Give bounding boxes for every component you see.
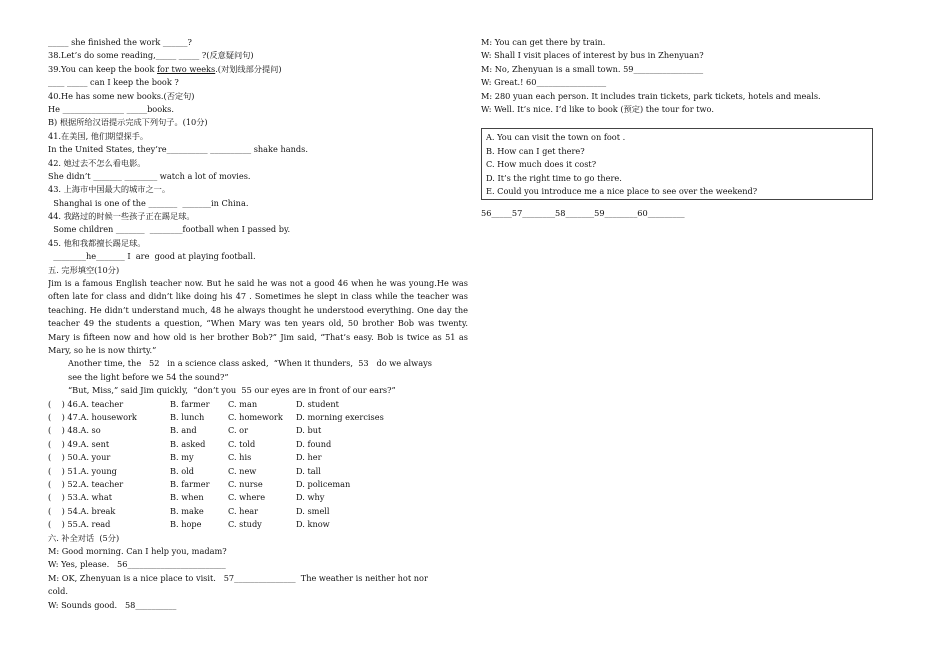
exercise-line: ________he_______ I are good at playing football. (48, 251, 256, 262)
exercise-line: Some children _______ ________football when I passed by. (48, 224, 291, 235)
choice-option: C. or (228, 425, 249, 436)
dialog-line: M: No, Zhenyuan is a small town. 59_________________ (481, 63, 704, 74)
dialog-line: W: Great.! 60_________________ (481, 77, 607, 88)
choice-option: D. tall (296, 465, 321, 476)
choice-option: C. man (228, 398, 258, 409)
exercise-line: She didn’t _______ ________ watch a lot of movies. (48, 170, 251, 181)
choice-row (48, 438, 468, 451)
choice-option: ( ) 53.A. what (48, 492, 112, 503)
exercise-line: 43. 上海市中国最大的城市之一。 (48, 184, 171, 195)
dialog-line: M: Good morning. Can I help you, madam? (48, 545, 227, 556)
cloze-passage-continued (48, 357, 468, 397)
left-column (48, 36, 468, 612)
choice-option: ( ) 55.A. read (48, 519, 111, 530)
dialog-right (481, 36, 876, 116)
choice-option: C. study (228, 519, 262, 530)
passage-line: see the light before we 54 the sound?” (68, 371, 229, 382)
exercise-line: ____ _____ can I keep the book ? (48, 77, 179, 88)
choice-option: C. hear (228, 505, 259, 516)
choice-option: ( ) 46.A. teacher (48, 398, 124, 409)
choice-option: D. know (296, 519, 330, 530)
dialog-section-title: 六. 补全对话 (5分) (48, 532, 120, 543)
choice-option: B. farmer (170, 398, 210, 409)
choice-option: C. told (228, 438, 256, 449)
choice-row (48, 491, 468, 504)
choice-option: D. smell (296, 505, 330, 516)
options-box (481, 128, 873, 200)
choice-row (48, 398, 468, 411)
dialog-left (48, 545, 468, 612)
exercise-line: 40.He has some new books.(否定句) (48, 90, 195, 101)
choice-row (48, 465, 468, 478)
choice-row (48, 451, 468, 464)
choice-option: ( ) 54.A. break (48, 505, 116, 516)
dialog-line: W: Sounds good. 58__________ (48, 599, 177, 610)
dialog-line: W: Well. It’s nice. I’d like to book (预定) the tour for two. (481, 103, 714, 114)
choice-option: D. why (296, 492, 325, 503)
choice-option: ( ) 51.A. young (48, 465, 117, 476)
option-line: B. How can I get there? (486, 145, 585, 156)
cloze-choices (48, 398, 468, 532)
exercise-line: 45. 他和我都擅长踢足球。 (48, 237, 146, 248)
option-line: A. You can visit the town on foot . (486, 132, 626, 143)
exercise-line: He _______________ _____books. (48, 103, 174, 114)
exercise-line: 五. 完形填空(10分) (48, 264, 120, 275)
option-line: E. Could you introduce me a nice place to see over the weekend? (486, 185, 758, 196)
choice-option: ( ) 52.A. teacher (48, 478, 124, 489)
exercise-line: Shanghai is one of the _______ _______in China. (48, 197, 249, 208)
choice-option: B. farmer (170, 478, 210, 489)
exercise-line: 42. 她过去不怎么看电影。 (48, 157, 146, 168)
exercise-line: In the United States, they’re__________ __________ shake hands. (48, 144, 308, 155)
dialog-line: W: Yes, please. 56________________________ (48, 559, 226, 570)
choice-option: D. but (296, 425, 322, 436)
choice-option: C. new (228, 465, 257, 476)
passage-line: “But, Miss,” said Jim quickly, “don’t you 55 our eyes are in front of our ears?” (68, 385, 396, 396)
exercise-line: B) 根据所给汉语提示完成下列句子。(10分) (48, 117, 208, 128)
exercise-line: 38.Let’s do some reading,_____ _____ ?(反意疑问句) (48, 50, 254, 61)
exercise-line: 44. 我路过的时候一些孩子正在踢足球。 (48, 211, 195, 222)
choice-option: D. found (296, 438, 332, 449)
choice-option: B. and (170, 425, 197, 436)
choice-option: B. hope (170, 519, 202, 530)
exercise-line: _____ she finished the work ______? (48, 37, 192, 47)
choice-row (48, 424, 468, 437)
option-line: D. It’s the right time to go there. (486, 172, 622, 183)
choice-option: D. morning exercises (296, 412, 384, 423)
choice-option: ( ) 49.A. sent (48, 438, 110, 449)
choice-option: ( ) 48.A. so (48, 425, 101, 436)
right-column (481, 36, 876, 221)
choice-option: C. homework (228, 412, 283, 423)
option-line: C. How much does it cost? (486, 159, 597, 170)
choice-row (48, 505, 468, 518)
passage-line: Another time, the 52 in a science class asked, “When it thunders, 53 do we always (68, 358, 432, 369)
choice-row (48, 518, 468, 531)
choice-option: B. make (170, 505, 204, 516)
choice-option: C. where (228, 492, 266, 503)
choice-option: B. lunch (170, 412, 205, 423)
cloze-passage: Jim is a famous English teacher now. But he said he was not a good 46 when he was young.He was often late for class and didn’t like doing his 47 . Sometimes he slept in class while the teacher was teaching. He didn’t understand much, 48 he always thought he understood everything. One day the teacher 49 the students a question, “When Mary was ten years old, 50 brother Bob was twenty. Mary is fifteen now and how old is her brother Bob?” Jim said, “That’s easy. Bob is twice as 51 as Mary, so he is now thirty.” (48, 278, 468, 356)
choice-option: D. policeman (296, 478, 351, 489)
answer-blanks: 56_____57________58_______59________60_________ (481, 208, 685, 219)
choice-option: C. his (228, 452, 252, 463)
grammar-exercises (48, 36, 468, 277)
dialog-line: M: OK, Zhenyuan is a nice place to visit. 57_______________ The weather is neither hot nor (48, 572, 428, 583)
choice-option: ( ) 47.A. housework (48, 412, 137, 423)
choice-option: B. when (170, 492, 204, 503)
dialog-line: cold. (48, 586, 68, 597)
dialog-line: M: You can get there by train. (481, 37, 606, 47)
choice-row (48, 411, 468, 424)
choice-option: B. my (170, 452, 194, 463)
choice-option: ( ) 50.A. your (48, 452, 111, 463)
choice-option: D. her (296, 452, 322, 463)
exercise-line: 39.You can keep the book for two weeks.(对划线部分提问) (48, 63, 282, 74)
choice-option: C. nurse (228, 478, 263, 489)
exercise-line: 41.在美国, 他们期望探手。 (48, 130, 149, 141)
dialog-line: M: 280 yuan each person. It includes train tickets, park tickets, hotels and meals. (481, 90, 821, 101)
choice-option: D. student (296, 398, 339, 409)
dialog-line: W: Shall I visit places of interest by bus in Zhenyuan? (481, 50, 704, 61)
choice-row (48, 478, 468, 491)
choice-option: B. asked (170, 438, 206, 449)
choice-option: B. old (170, 465, 195, 476)
